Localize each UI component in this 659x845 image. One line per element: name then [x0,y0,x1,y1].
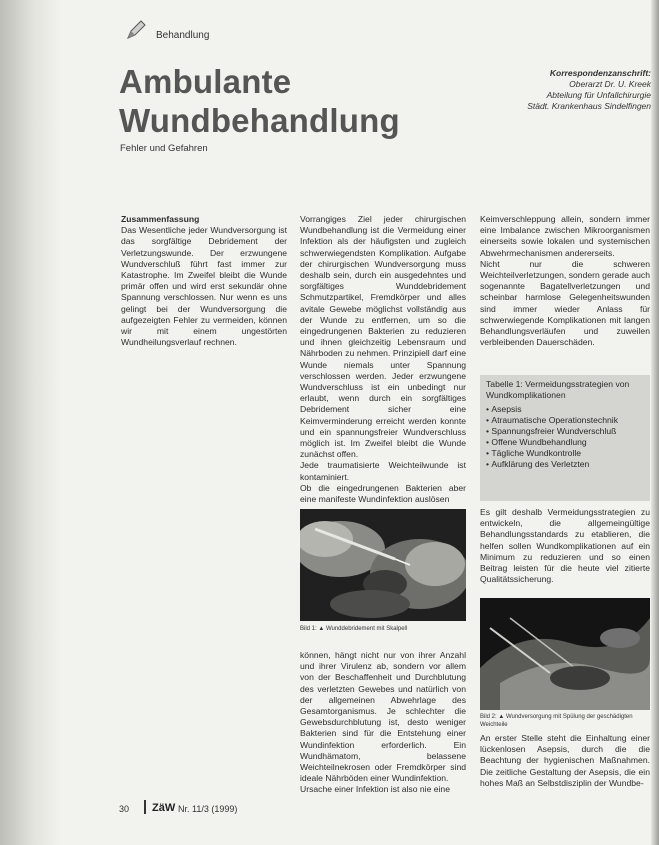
body-column-3-mid [480,507,650,585]
body-paragraph: Es gilt deshalb Vermeidungsstrategien zu entwickeln, die allgemeingültige Behandlungsstandards zu etablieren, die helfen sollen Wundkomplikationen auf ein Minimum zu reduzieren und so einen Beitrag leisten für die heute viel zitierte Qualitätssicherung. [480,507,650,585]
footer-divider [144,800,146,814]
page-binding-shadow [0,0,62,845]
title-line-2: Wundbehandlung [119,102,400,139]
correspondence-address [461,68,651,112]
wound-photo-2 [480,598,650,710]
correspondence-line: Oberarzt Dr. U. Kreek [569,79,651,89]
body-column-3-top [480,214,650,348]
title-line-1: Ambulante [119,63,292,100]
body-paragraph: Vorrangiges Ziel jeder chirurgischen Wundbehandlung ist die Vermeidung einer Infektion als der häufigsten und zugleich schwerwiegendsten Komplikation. Aufgabe der chirurgischen Wundversorgung muss deshalb sein, durch ein ausgedehntes und sorgfältiges Wunddebridement Schmutzpartikel, Fremdkörper und alles avitale Gewebe möglichst vollständig aus der Wunde zu entfernen, um so die eingedrungenen Bakterien zu reduzieren und ihnen gleichzeitig Lebensraum und Nährboden zu nehmen. Prinzipiell darf eine Wunde niemals unter Spannung verschlossen werden. Jeder erzwungene Wundverschluss ist ein unbedingt nur erlaubt, wenn durch ein sorgfältiges Debridement sicher eine Keimverminderung erreicht werden konnte und ein spannungsfreier Wundverschluss möglich ist. Im Zweifel bleibt die Wunde zunächst offen. [300,214,466,460]
article-title [119,62,400,140]
table-item: • Offene Wundbehandlung [486,437,644,448]
table-list [480,404,650,470]
journal-issue: Nr. 11/3 (1999) [178,804,238,814]
correspondence-line: Abteilung für Unfallchirurgie [546,90,651,100]
body-paragraph: An erster Stelle steht die Einhaltung einer lückenlosen Asepsis, durch die die Beachtung der hygienischen Maßnahmen. Die zeitliche Gestaltung der Asepsis, die ein hohes Maß an Selbstdisziplin der Wundbe- [480,733,650,788]
body-paragraph: Keimverschleppung allein, sondern immer eine Imbalance zwischen Mikroorganismen einerseits sowie lokalen und systemischen Abwehrmechanismen andererseits. [480,214,650,258]
page-edge-shadow [651,0,659,845]
strategy-table [480,375,650,501]
body-paragraph: Ob die eingedrungenen Bakterien aber eine manifeste Wundinfektion auslösen [300,482,466,505]
body-column-3-bottom [480,733,650,789]
summary-text: Das Wesentliche jeder Wundversorgung ist das sorgfältige Debridement der Verletzungswunde. Der erzwungene Wundverschluß führt fast immer zur Katastrophe. Im Zweifel bleibt die Wunde primär offen und wird erst sekundär ohne Spannung verschlossen. Nur wenn es uns gelingt bei der Wundversorgung die aufgezeigten Fehler zu vermeiden, können wir mit einem ungestörten Wundheilungsverlauf rechnen. [121,225,287,348]
figure-2-caption: Bild 2: ▲ Wundversorgung mit Spülung der geschädigten Weichteile [480,714,633,728]
body-paragraph: Ursache einer Infektion ist also nie eine [300,784,450,795]
table-item: • Asepsis [486,404,644,415]
summary-column [121,214,287,348]
table-item: • Spannungsfreier Wundverschluß [486,426,644,437]
figure-1-caption: Bild 1: ▲ Wunddebridement mit Skalpell [300,626,408,632]
body-column-2-bottom [300,650,466,796]
body-paragraph: können, hängt nicht nur von ihrer Anzahl und ihrer Virulenz ab, sondern vor allem von der Beschaffenheit und Durchblutung des verletzten Gewebes und natürlich von der allgemeinen Abwehrlage des Gesamtorganismus. Je schlechter die Gewebsdurchblutung ist, desto weniger Bakterien sind für die Entstehung einer Wundinfektion erforderlich. Ein Wundhämatom, belassene Weichteilnekrosen oder Fremdkörper sind ideale Nährböden einer Wundinfektion. [300,650,466,784]
article-subtitle: Fehler und Gefahren [120,143,208,154]
pen-icon [124,18,148,42]
table-item: • Tägliche Wundkontrolle [486,448,644,459]
journal-logo: ZäW [152,802,176,814]
correspondence-heading: Korrespondenzanschrift: [549,68,651,78]
body-paragraph: Nicht nur die schweren Weichteilverletzungen, sondern gerade auch sogenannte Bagatellverletzungen und scheinbar harmlose Gelegenheitswunden sind immer wieder Anlass für schwerwiegende Komplikationen mit langen Behandlungsverläufen und zuweilen verbleibenden Dauerschäden. [480,258,650,348]
summary-heading: Zusammenfassung [121,214,200,224]
section-label: Behandlung [156,30,210,41]
body-paragraph: Jede traumatisierte Weichteilwunde ist kontaminiert. [300,460,466,482]
table-item: • Atraumatische Operationstechnik [486,415,644,426]
table-item: • Aufklärung des Verletzten [486,459,644,470]
page-number: 30 [119,804,130,814]
correspondence-line: Städt. Krankenhaus Sindelfingen [527,101,651,111]
body-column-2-top [300,214,466,505]
wound-photo-1 [300,509,466,621]
table-title: Tabelle 1: Vermeidungsstrategien von Wundkomplikationen [486,379,630,400]
